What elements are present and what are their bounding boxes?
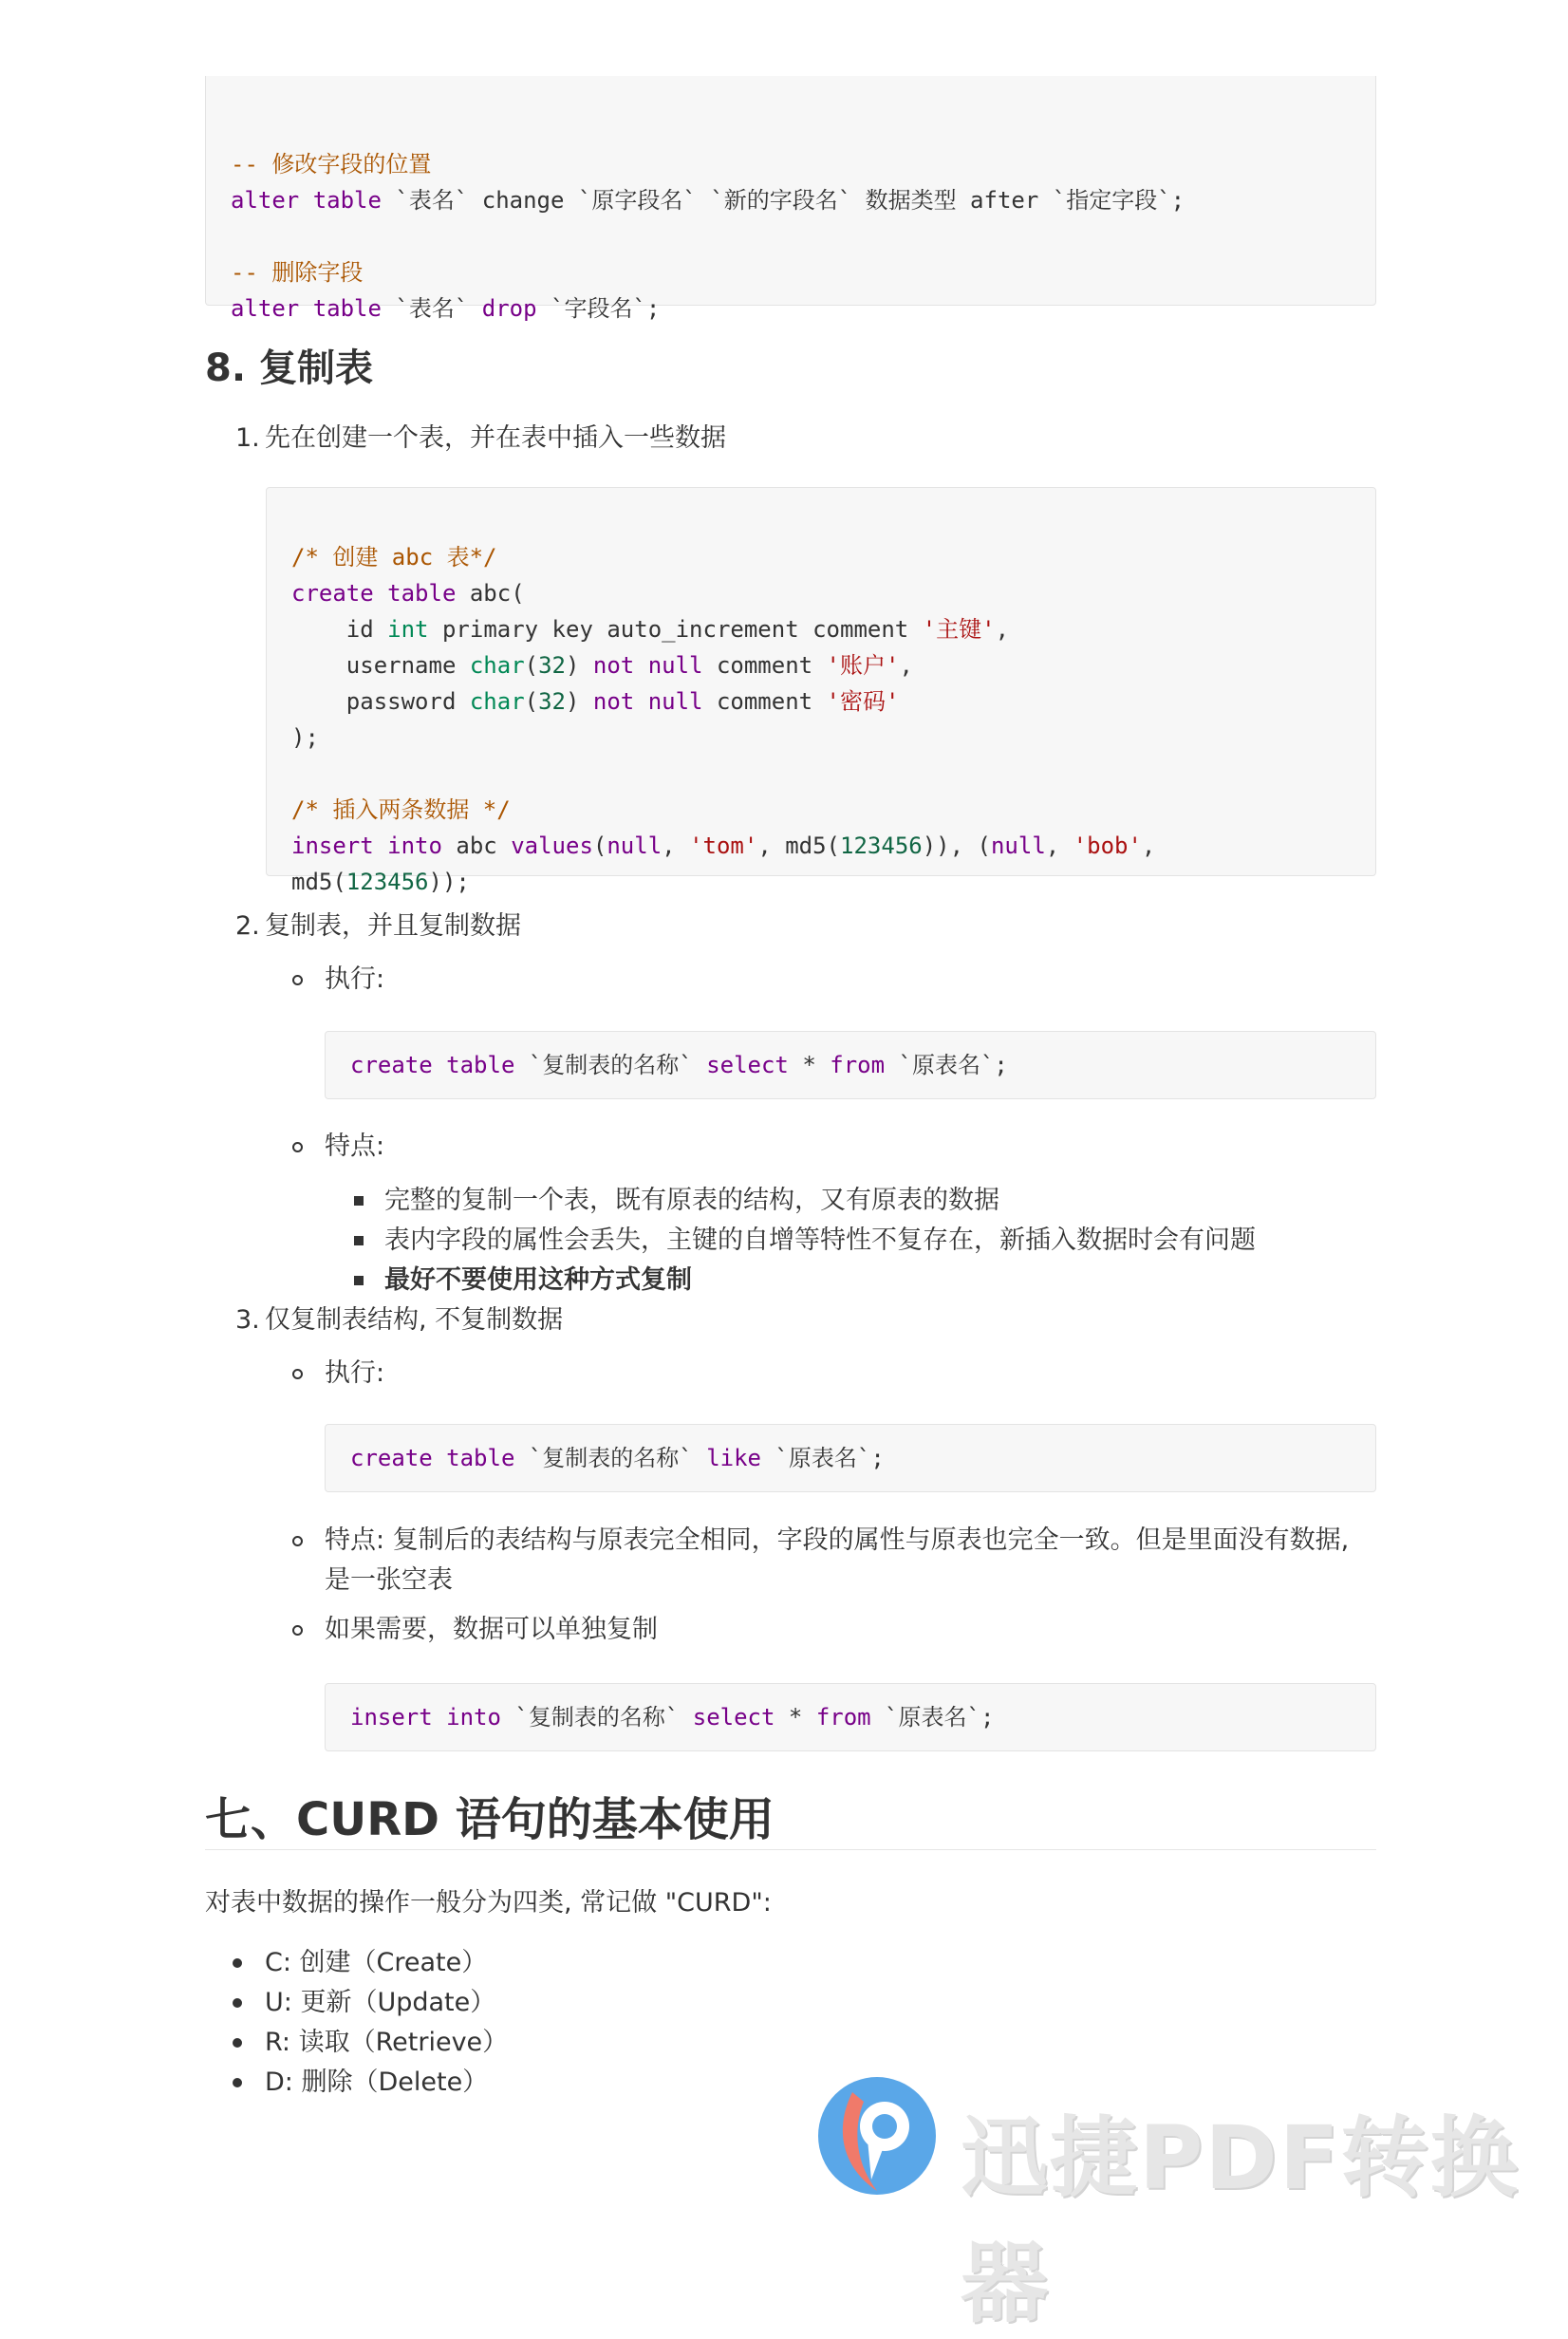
list-number: 1. <box>235 423 260 453</box>
code-comment: -- 修改字段的位置 <box>231 151 432 178</box>
sub-item-text: 特点: 复制后的表结构与原表完全相同，字段的属性与原表也完全一致。但是里面没有数据, <box>325 1525 1350 1555</box>
bullet-text: 表内字段的属性会丢失，主键的自增等特性不复存在，新插入数据时会有问题 <box>384 1226 1256 1255</box>
square-bullet-icon <box>354 1276 364 1285</box>
sub-item-text-cont: 是一张空表 <box>325 1565 453 1595</box>
disc-bullet-icon <box>233 2078 242 2087</box>
code-comment: -- 删除字段 <box>231 259 364 286</box>
disc-bullet-icon <box>233 1998 242 2008</box>
list-number: 2. <box>235 911 260 941</box>
sub-item-label: 特点: <box>325 1132 385 1161</box>
code-block-insert-select: insert into `复制表的名称` select * from `原表名`; <box>325 1683 1376 1751</box>
paragraph-curd-intro: 对表中数据的操作一般分为四类, 常记做 "CURD": <box>205 1888 772 1918</box>
sub-item-label: 执行: <box>325 1358 385 1388</box>
section-heading-copy-table: 8. 复制表 <box>205 346 373 390</box>
code-block-create-abc: /* 创建 abc 表*/ create table abc( id int primary key auto_increment comment '主键', username char(32) not null comment '账户', password char(32) not null comment '密码' ); /* 插入两条数据 */ insert into abc values(null, 'tom', md5(123456)), (null, 'bob', md5(123456)); <box>266 487 1376 876</box>
sub-item-label: 执行: <box>325 964 385 994</box>
curd-item: C: 创建（Create） <box>265 1948 488 1977</box>
circle-bullet-icon <box>292 1142 303 1152</box>
circle-bullet-icon <box>292 975 303 985</box>
square-bullet-icon <box>354 1196 364 1206</box>
list-item-text: 先在创建一个表，并在表中插入一些数据 <box>265 423 726 453</box>
watermark-logo-icon <box>814 2073 940 2199</box>
watermark-text: 迅捷PDF转换器 <box>961 2107 1520 2334</box>
square-bullet-icon <box>354 1236 364 1245</box>
list-item-text: 复制表，并且复制数据 <box>265 911 521 941</box>
list-item-text: 仅复制表结构, 不复制数据 <box>265 1305 564 1335</box>
heading-divider <box>205 1849 1376 1850</box>
curd-item: D: 删除（Delete） <box>265 2068 489 2097</box>
circle-bullet-icon <box>292 1369 303 1379</box>
curd-item: R: 读取（Retrieve） <box>265 2028 509 2057</box>
code-block-copy-with-data: create table `复制表的名称` select * from `原表名`; <box>325 1031 1376 1099</box>
code-block-alter-table: -- 修改字段的位置 alter table `表名` change `原字段名` `新的字段名` 数据类型 after `指定字段`; -- 删除字段 alter table `表名` drop `字段名`; <box>205 76 1376 306</box>
circle-bullet-icon <box>292 1536 303 1546</box>
list-number: 3. <box>235 1305 260 1335</box>
section-heading-curd: 七、CURD 语句的基本使用 <box>205 1793 775 1846</box>
bullet-text-bold: 最好不要使用这种方式复制 <box>384 1265 692 1295</box>
code-block-copy-structure: create table `复制表的名称` like `原表名`; <box>325 1424 1376 1492</box>
sub-item-text: 如果需要，数据可以单独复制 <box>325 1615 658 1644</box>
circle-bullet-icon <box>292 1625 303 1636</box>
curd-item: U: 更新（Update） <box>265 1988 496 2017</box>
disc-bullet-icon <box>233 2038 242 2048</box>
disc-bullet-icon <box>233 1958 242 1968</box>
bullet-text: 完整的复制一个表，既有原表的结构，又有原表的数据 <box>384 1186 999 1215</box>
